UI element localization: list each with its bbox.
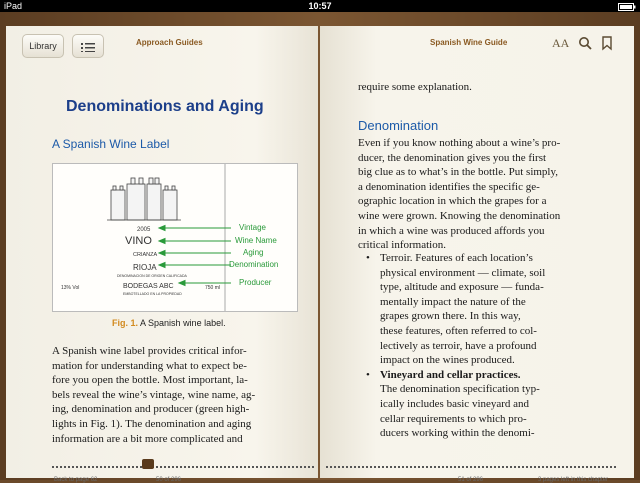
wine-label-figure: [52, 163, 298, 312]
section-heading: Denomination: [358, 118, 439, 133]
device-name: iPad: [4, 1, 23, 11]
left-body-text: [52, 344, 302, 446]
bullet-icon: •: [366, 368, 370, 381]
callout-producer: Producer: [239, 278, 272, 287]
body-line: these features, often referred to col-: [380, 324, 537, 337]
body-line: type, altitude and exposure — funda-: [380, 281, 544, 294]
castle-icon: [107, 178, 181, 220]
clock: 10:57: [308, 1, 332, 11]
body-line: impact on the wines produced.: [380, 354, 515, 367]
page-scrubber-thumb[interactable]: [142, 459, 154, 469]
label-volume: 750 ml: [205, 285, 221, 291]
bullet-icon: •: [366, 252, 370, 264]
page-title: Denominations and Aging: [66, 98, 264, 115]
left-page[interactable]: [6, 26, 318, 483]
font-size-icon: AA: [552, 36, 570, 50]
library-button[interactable]: Library: [22, 34, 64, 58]
body-line: The denomination specification typ-: [380, 383, 540, 396]
page-number-right: 51 of 296: [458, 477, 484, 483]
status-bar: [0, 0, 640, 12]
back-to-page-link[interactable]: Back to page 62: [54, 477, 98, 483]
page-scrubber-left[interactable]: [52, 466, 314, 470]
label-origin: DENOMINACION DE ORIGEN CALIFICADA: [117, 274, 187, 278]
page-scrubber-right[interactable]: [326, 466, 616, 470]
body-line: lights in Fig. 1). The denomination and aging: [52, 417, 252, 430]
book-frame: [0, 12, 640, 483]
body-line: ducers working within the denomi-: [380, 427, 535, 440]
chapter-title: Spanish Wine Guide: [430, 38, 508, 47]
body-line: bels reveal the wine’s vintage, wine name, ag-: [52, 388, 256, 401]
body-line: grapes grown there. In this way,: [380, 310, 521, 323]
label-region: RIOJA: [133, 263, 157, 272]
bookmark-button[interactable]: [602, 36, 612, 53]
pages-left-indicator: 3 pages left in this chapter: [538, 477, 609, 483]
body-line: big clue as to what’s in the bottle. Put simply,: [358, 166, 559, 179]
right-paragraph: [358, 136, 620, 253]
body-line: physical environment — climate, soil: [380, 266, 546, 279]
figure-caption: [112, 318, 226, 328]
body-line: a denomination identifies the specific ge-: [358, 180, 540, 193]
callout-denomination: Denomination: [229, 260, 279, 269]
body-line: information are a bit more complicated and: [52, 432, 243, 445]
callout-vintage: Vintage: [239, 223, 266, 232]
search-icon: [578, 39, 592, 53]
label-bottled: EMBOTELLADO EN LA PROPIEDAD: [123, 292, 182, 296]
list-item: [366, 368, 625, 441]
body-line: cellar requirements to which pro-: [380, 412, 527, 425]
label-year: 2005: [137, 227, 151, 233]
body-line: in which a wine was produced affords you: [358, 224, 545, 237]
label-wine-name: VINO: [125, 235, 152, 247]
body-line: wine were grown. Knowing the denomination: [358, 209, 561, 222]
list-icon: [81, 41, 95, 51]
body-line: mation for understanding what to expect be-: [52, 359, 247, 372]
callout-wine-name: Wine Name: [235, 236, 277, 245]
body-line: ing, denomination and producer (green high-: [52, 403, 250, 416]
right-top-line: require some explanation.: [358, 81, 472, 93]
body-line: mentally impact the nature of the: [380, 295, 526, 308]
label-producer: BODEGAS ABC: [123, 283, 174, 290]
body-line: ographic location in which the grapes for a: [358, 195, 547, 208]
figure-number-link[interactable]: Fig. 1.: [112, 318, 139, 328]
search-button[interactable]: [578, 36, 592, 53]
body-line: ducer, the denomination gives you the first: [358, 151, 547, 164]
body-line: A Spanish wine label provides critical infor-: [52, 345, 247, 357]
table-of-contents-button[interactable]: [72, 34, 104, 58]
book-title: Approach Guides: [136, 38, 203, 47]
body-line: Even if you know nothing about a wine’s pro-: [358, 137, 561, 149]
body-line: Terroir. Features of each location’s: [380, 252, 533, 264]
list-item: [366, 251, 625, 368]
right-page[interactable]: [320, 26, 634, 483]
body-line: critical information.: [358, 239, 446, 252]
label-aging: CRIANZA: [133, 252, 158, 258]
body-line: Vineyard and cellar practices.: [380, 368, 521, 381]
body-line: ically includes basic vineyard and: [380, 397, 530, 410]
figure-caption-text: A Spanish wine label.: [140, 318, 226, 328]
bullet-list: [366, 251, 625, 441]
label-alcohol: 13% Vol: [61, 285, 80, 291]
body-line: lectively as terroir, have a profound: [380, 339, 537, 352]
body-line: fore you open the bottle. Most important, la-: [52, 374, 248, 387]
page-number-left: 50 of 296: [156, 477, 182, 483]
wine-label-illustration: [53, 164, 297, 311]
section-title: A Spanish Wine Label: [52, 137, 170, 151]
font-size-button[interactable]: [552, 36, 569, 51]
callout-aging: Aging: [243, 248, 264, 257]
bookmark-icon: [602, 39, 612, 53]
